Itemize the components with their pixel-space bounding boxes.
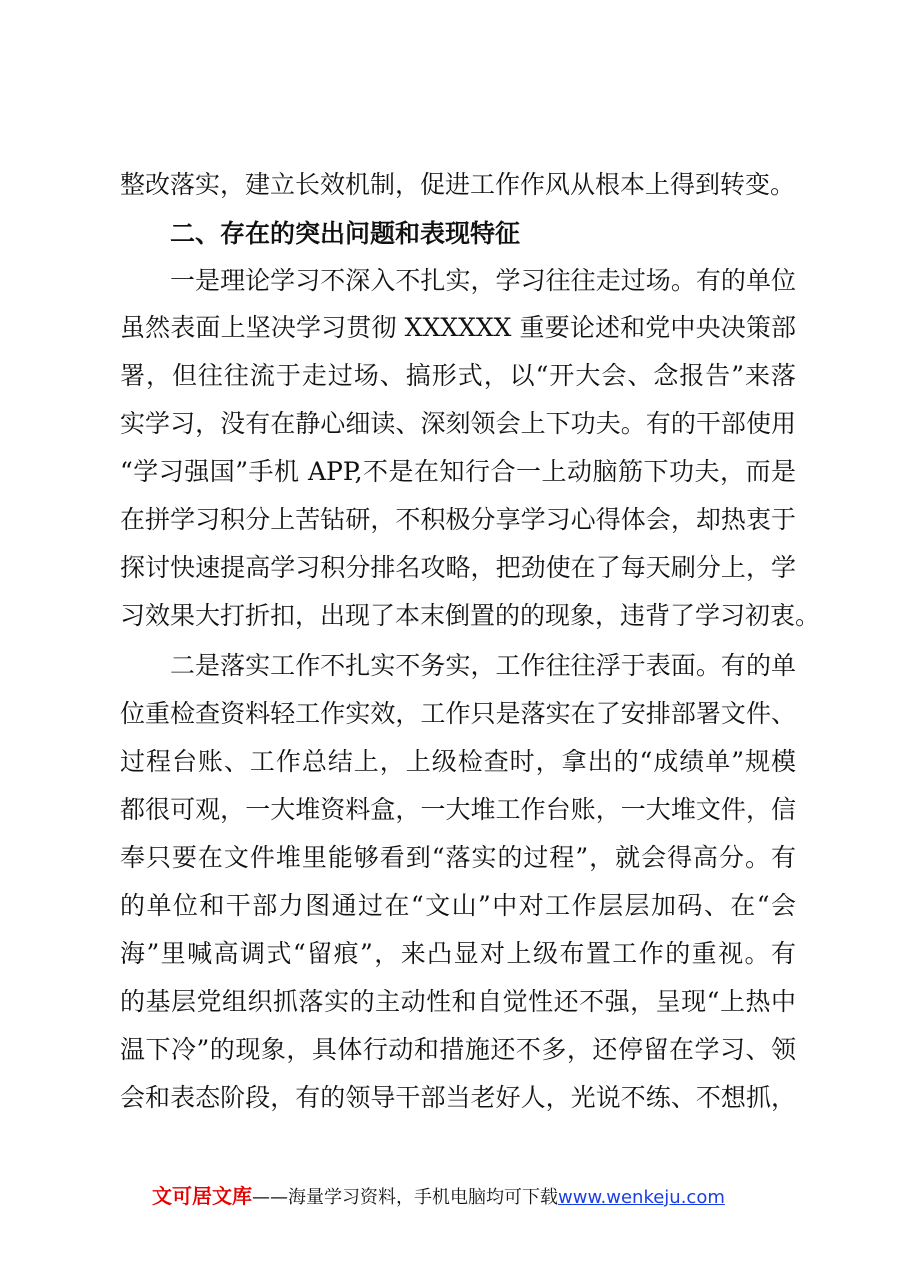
section-heading: 二、存在的突出问题和表现特征 (170, 219, 521, 248)
paragraph-line: 的单位和干部力图通过在“文山”中对工作层层加码、在“会 (120, 891, 796, 920)
paragraph-line: 署，但往往流于走过场、搞形式，以“开大会、念报告”来落 (120, 361, 796, 390)
brand-name: 文可居文库 (152, 1184, 252, 1208)
paragraph-line: 会和表态阶段，有的领导干部当老好人，光说不练、不想抓， (120, 1083, 796, 1112)
paragraph-line: 的基层党组织抓落实的主动性和自觉性还不强，呈现“上热中 (120, 987, 796, 1016)
paragraph-line: 二是落实工作不扎实不务实，工作往往浮于表面。有的单 (170, 651, 796, 680)
footer-banner (152, 1184, 725, 1210)
paragraph-line: 虽然表面上坚决学习贯彻 XXXXXX 重要论述和党中央决策部 (120, 313, 796, 342)
paragraph-line: 都很可观，一大堆资料盒，一大堆工作台账，一大堆文件，信 (120, 795, 796, 824)
paragraph-line: 实学习，没有在静心细读、深刻领会上下功夫。有的干部使用 (120, 409, 796, 438)
paragraph-line: “学习强国”手机 APP,不是在知行合一上动脑筋下功夫，而是 (120, 457, 796, 486)
paragraph-line: 位重检查资料轻工作实效，工作只是落实在了安排部署文件、 (120, 699, 796, 728)
paragraph-line: 温下冷”的现象，具体行动和措施还不多，还停留在学习、领 (120, 1035, 796, 1064)
paragraph-line: 整改落实，建立长效机制，促进工作作风从根本上得到转变。 (120, 170, 796, 199)
paragraph-line: 奉只要在文件堆里能够看到“落实的过程”，就会得高分。有 (120, 843, 796, 872)
paragraph-line: 一是理论学习不深入不扎实，学习往往走过场。有的单位 (170, 266, 796, 295)
footer-slogan: ——海量学习资料，手机电脑均可下载 (252, 1187, 558, 1208)
paragraph-line: 海”里喊高调式“留痕”，来凸显对上级布置工作的重视。有 (120, 939, 796, 968)
paragraph-line: 探讨快速提高学习积分排名攻略，把劲使在了每天刷分上，学 (120, 553, 796, 582)
paragraph-line: 习效果大打折扣，出现了本末倒置的的现象，违背了学习初衷。 (120, 601, 821, 630)
paragraph-line: 过程台账、工作总结上，上级检查时，拿出的“成绩单”规模 (120, 747, 796, 776)
paragraph-line: 在拼学习积分上苦钻研，不积极分享学习心得体会，却热衷于 (120, 505, 796, 534)
website-link[interactable]: www.wenkeju.com (558, 1187, 725, 1208)
